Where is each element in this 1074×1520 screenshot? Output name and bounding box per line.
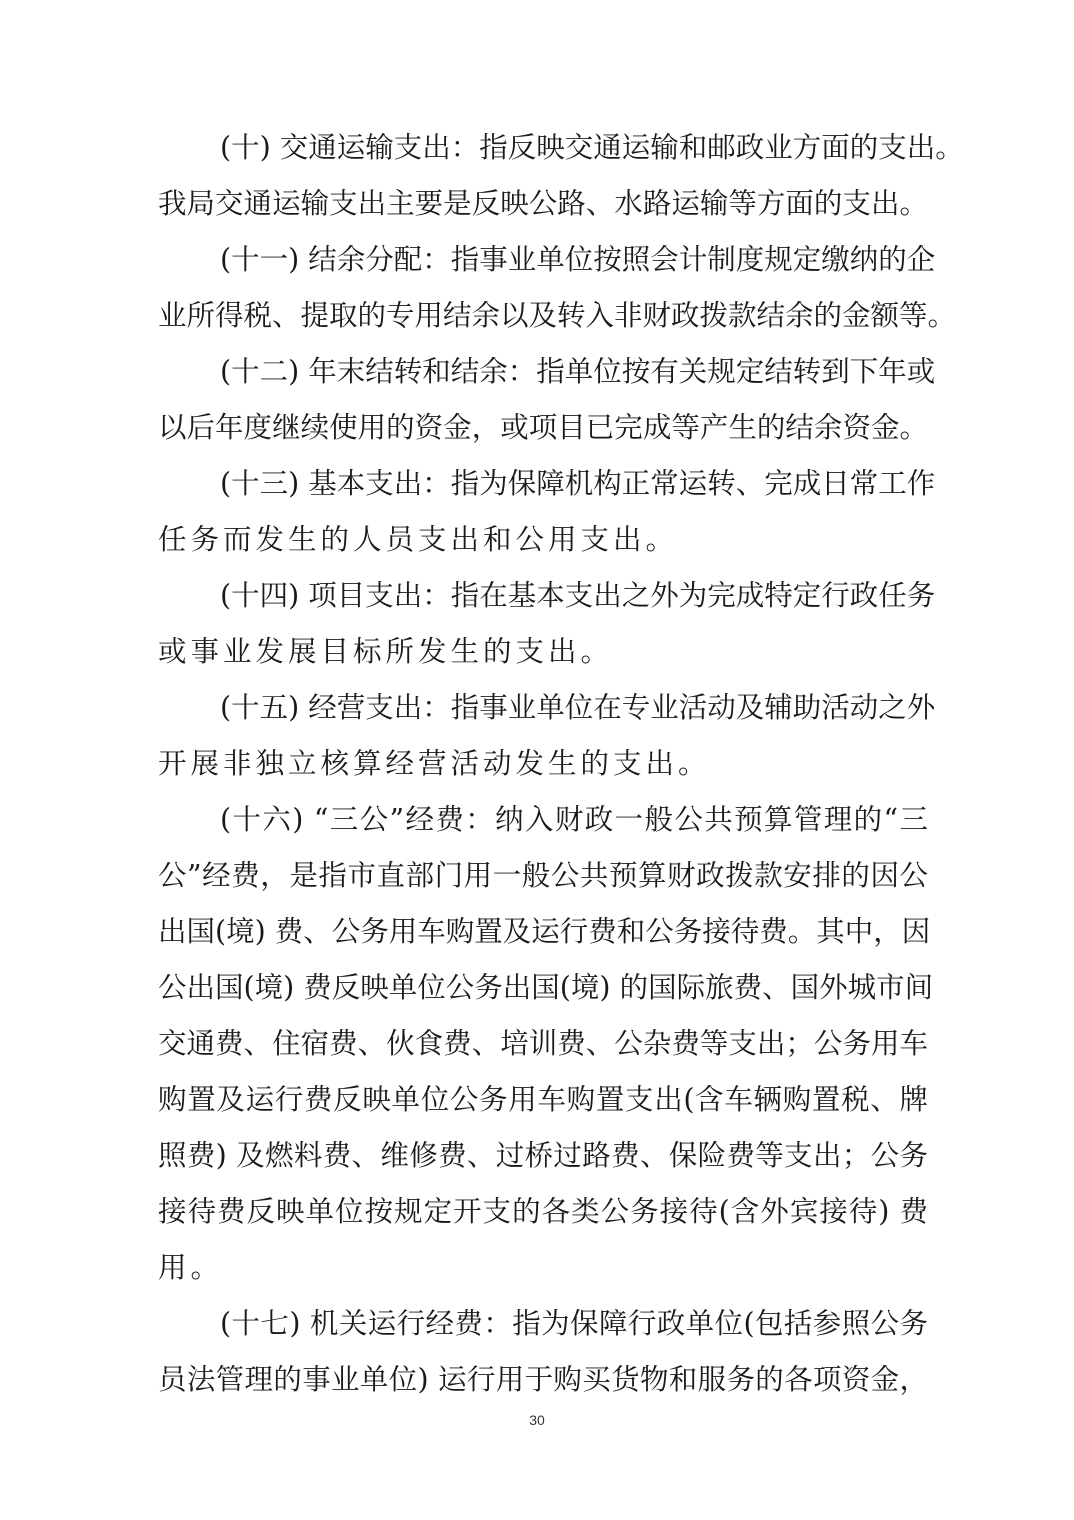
text-line: 购置及运行费反映单位公务用车购置支出(含车辆购置税、牌 (158, 1083, 928, 1116)
text-line: 公”经费，是指市直部门用一般公共预算财政拨款安排的因公 (158, 859, 928, 892)
text-line: 业所得税、提取的专用结余以及转入非财政拨款结余的金额等。 (158, 299, 957, 332)
text-line: 员法管理的事业单位) 运行用于购买货物和服务的各项资金， (158, 1363, 928, 1396)
text-line: 以后年度继续使用的资金，或项目已完成等产生的结余资金。 (158, 411, 928, 444)
text-line: (十) 交通运输支出：指反映交通运输和邮政业方面的支出。 (220, 131, 964, 164)
text-line: 交通费、住宿费、伙食费、培训费、公杂费等支出；公务用车 (158, 1027, 928, 1060)
text-line: (十六) “三公”经费：纳入财政一般公共预算管理的“三 (220, 803, 928, 836)
text-line: 任务而发生的人员支出和公用支出。 (158, 523, 679, 556)
text-line: (十七) 机关运行经费：指为保障行政单位(包括参照公务 (220, 1307, 928, 1340)
text-line: 公出国(境) 费反映单位公务出国(境) 的国际旅费、国外城市间 (158, 971, 934, 1004)
text-line: (十五) 经营支出：指事业单位在专业活动及辅助活动之外 (220, 691, 936, 724)
text-line: 照费) 及燃料费、维修费、过桥过路费、保险费等支出；公务 (158, 1139, 928, 1172)
text-line: 或事业发展目标所发生的支出。 (158, 635, 614, 668)
text-line: 用。 (158, 1251, 224, 1284)
text-line: 接待费反映单位按规定开支的各类公务接待(含外宾接待) 费 (158, 1195, 928, 1228)
page-number: 30 (529, 1412, 545, 1428)
text-line: (十一) 结余分配：指事业单位按照会计制度规定缴纳的企 (220, 243, 936, 276)
text-line: 出国(境) 费、公务用车购置及运行费和公务接待费。其中，因 (158, 915, 931, 948)
text-line: 开展非独立核算经营活动发生的支出。 (158, 747, 711, 780)
text-line: (十四) 项目支出：指在基本支出之外为完成特定行政任务 (220, 579, 936, 612)
text-line: (十三) 基本支出：指为保障机构正常运转、完成日常工作 (220, 467, 936, 500)
text-line: 我局交通运输支出主要是反映公路、水路运输等方面的支出。 (158, 187, 928, 220)
text-line: (十二) 年末结转和结余：指单位按有关规定结转到下年或 (220, 355, 936, 388)
